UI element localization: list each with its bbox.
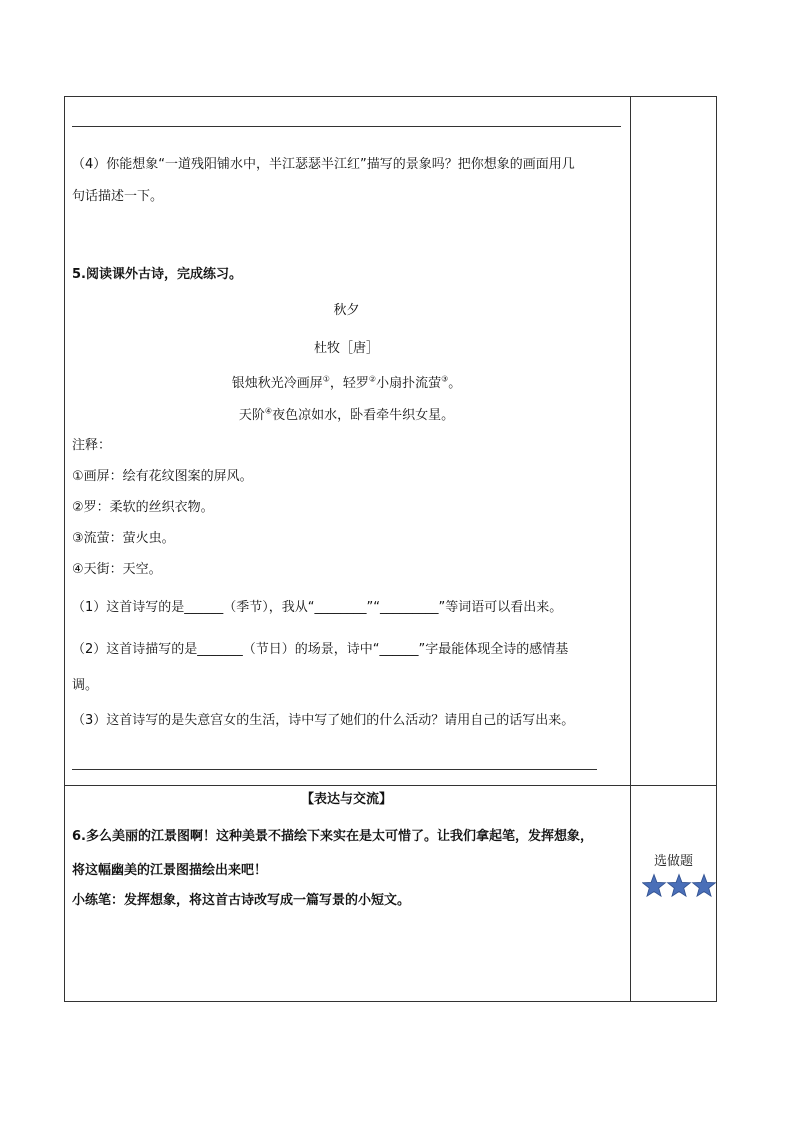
note-mark-3: ③ — [441, 374, 449, 384]
poem-line1-a: 银烛秋光冷画屏 — [231, 376, 323, 391]
note-item: ②罗：柔软的丝织衣物。 — [72, 500, 214, 515]
section-heading: 【表达与交流】 — [300, 792, 392, 807]
note-item: ④天街：天空。 — [72, 562, 162, 577]
answer-line — [72, 126, 621, 127]
note-mark-2: ② — [368, 374, 377, 384]
note-mark-1: ① — [322, 374, 330, 384]
star-icon — [693, 875, 716, 897]
poem-line1-b: ，轻罗 — [329, 376, 369, 391]
q5-sub3: （3）这首诗写的是失意宫女的生活，诗中写了她们的什么活动？请用自己的话写出来。 — [72, 713, 575, 728]
q6-line1: 6.多么美丽的江景图啊！这种美景不描绘下来实在是太可惜了。让我们拿起笔，发挥想象， — [72, 829, 593, 844]
poem-line2-b: 夜色凉如水，卧看牵牛织女星。 — [272, 408, 455, 423]
q5-heading: 5.阅读课外古诗，完成练习。 — [72, 267, 242, 282]
q5-sub2-line2: 调。 — [72, 678, 99, 693]
answer-line — [72, 769, 597, 770]
q6-line2: 将这幅幽美的江景图描绘出来吧！ — [72, 863, 268, 878]
note-item: ③流萤：萤火虫。 — [72, 531, 175, 546]
star-icon — [643, 875, 666, 897]
poem-line1-d: 。 — [448, 376, 462, 391]
star-icon — [668, 875, 691, 897]
q4-line1: （4）你能想象“一道残阳铺水中，半江瑟瑟半江红”描写的景象吗？把你想象的画面用几 — [72, 157, 575, 172]
poem-author: 杜牧［唐］ — [313, 341, 379, 356]
notes-title: 注释： — [72, 438, 112, 453]
poem-line1-c: 小扇扑流萤 — [376, 376, 442, 391]
q4-line2: 句话描述一下。 — [72, 189, 164, 204]
poem-line2-a: 天阶 — [238, 408, 265, 423]
q5-sub2-line1: （2）这首诗描写的是_______（节日）的场景，诗中“______”字最能体现全诗的感情基 — [72, 642, 569, 657]
note-item: ①画屏：绘有花纹图案的屏风。 — [72, 469, 253, 484]
poem-line-1 — [64, 376, 629, 392]
row-divider — [65, 785, 716, 786]
poem-title: 秋夕 — [333, 303, 360, 318]
practice-prompt: 小练笔：发挥想象，将这首古诗改写成一篇写景的小短文。 — [72, 893, 411, 908]
q5-sub1: （1）这首诗写的是______（季节），我从“________”“_________”等词语可以看出来。 — [72, 600, 563, 615]
optional-label: 选做题 — [653, 854, 693, 869]
note-mark-4: ④ — [264, 406, 273, 416]
difficulty-stars — [642, 873, 716, 899]
poem-line-2 — [64, 408, 629, 424]
